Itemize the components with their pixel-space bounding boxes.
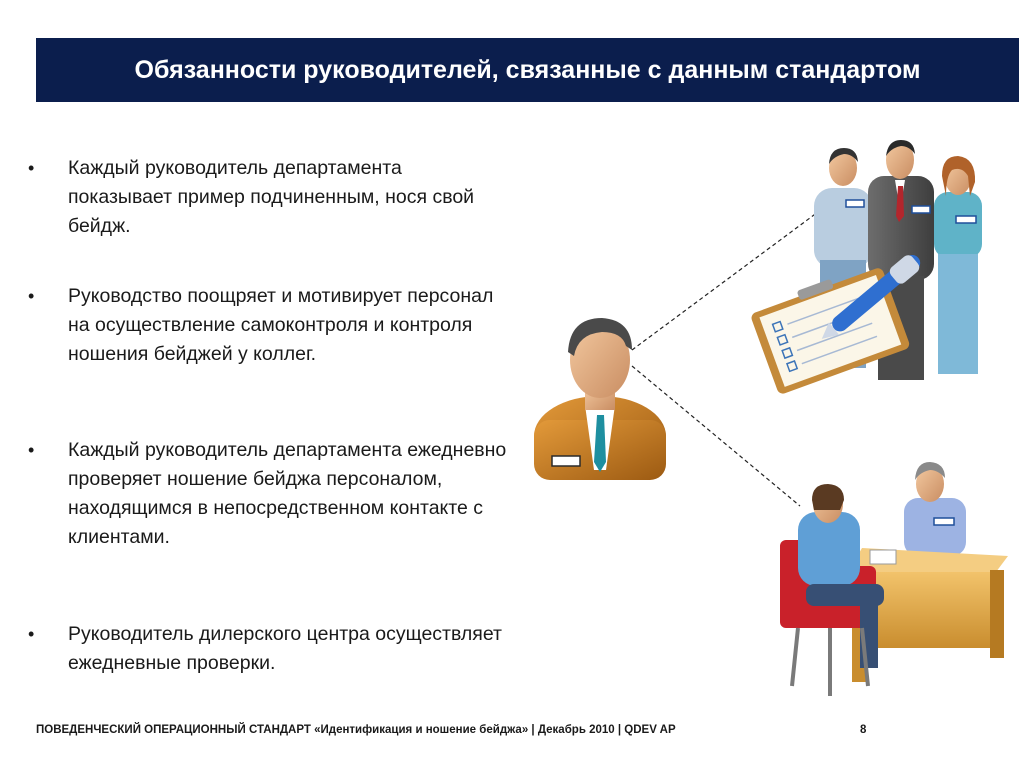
connector-lines: [632, 212, 818, 506]
bullet-text: Руководство поощряет и мотивирует персонал на осуществление самоконтроля и контроля ношения бейджей у коллег.: [68, 285, 494, 365]
bullet-marker: •: [28, 286, 35, 306]
bullet-marker: •: [28, 624, 35, 644]
page-title: Обязанности руководителей, связанные с данным стандартом: [134, 55, 921, 84]
bullet-marker: •: [28, 440, 35, 460]
manager-icon: [534, 318, 666, 480]
bullet-marker: •: [28, 158, 35, 178]
desk-meeting-icon: [780, 462, 1008, 696]
footer-text: ПОВЕДЕНЧЕСКИЙ ОПЕРАЦИОННЫЙ СТАНДАРТ «Идентификация и ношение бейджа» | Декабрь 2010 | QDEV AP: [36, 724, 676, 736]
bullet-text: Каждый руководитель департамента ежедневно проверяет ношение бейджа персоналом, находящимся в непосредственном контакте с клиентами.: [68, 439, 507, 548]
title-bar: [36, 38, 1019, 102]
page-number: 8: [860, 724, 867, 736]
bullet-text: Руководитель дилерского центра осуществляет ежедневные проверки.: [68, 623, 502, 674]
team-with-clipboard-icon: [748, 140, 982, 395]
bullet-text: Каждый руководитель департамента показывает пример подчиненным, нося свой бейдж.: [68, 157, 475, 237]
